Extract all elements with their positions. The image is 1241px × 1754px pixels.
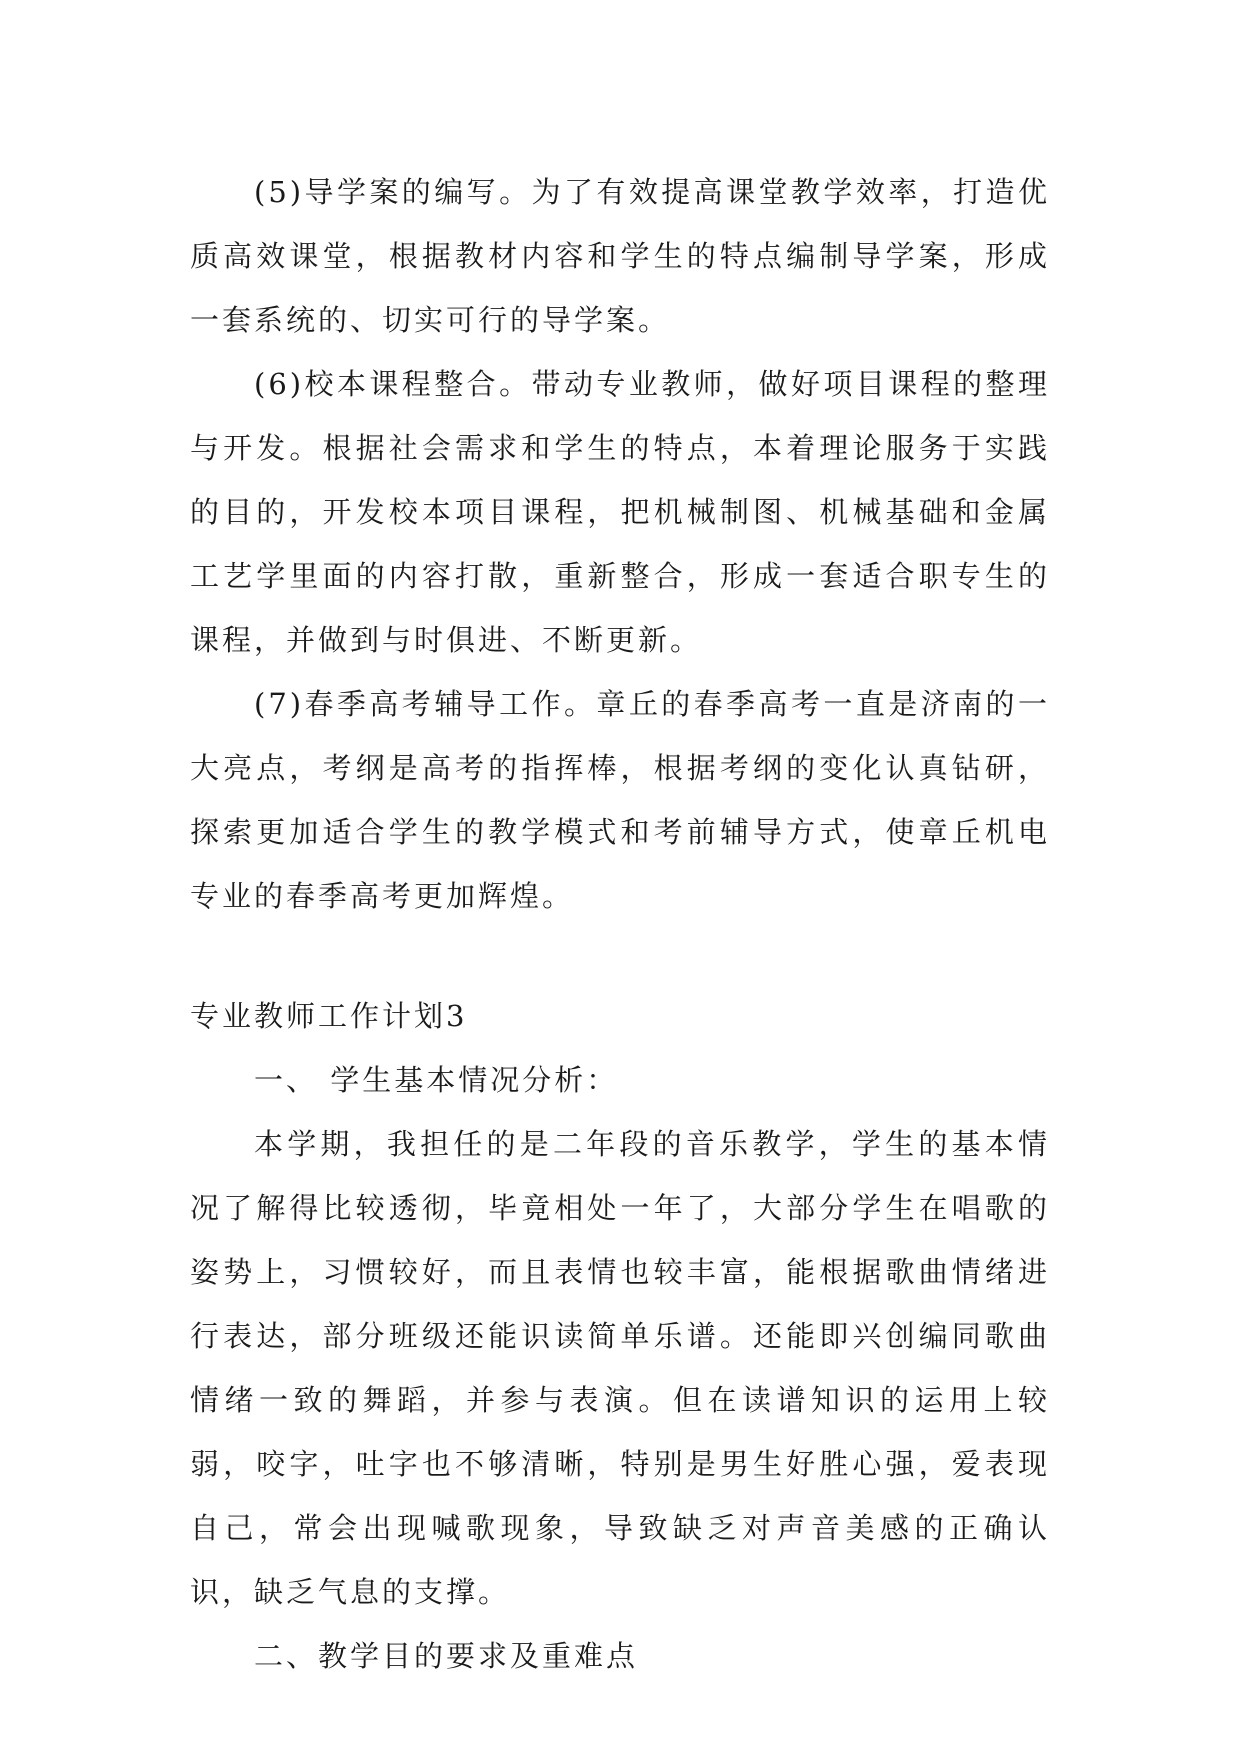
section-title: 专业教师工作计划3 — [190, 999, 468, 1033]
paragraph-school-curriculum: (6)校本课程整合。带动专业教师，做好项目课程的整理与开发。根据社会需求和学生的特点，本着理论服务于实践的目的，开发校本项目课程，把机械制图、机械基础和金属工艺学里面的内容打散，重新整合，形成一套适合职专生的课程，并做到与时俱进、不断更新。 — [190, 367, 1050, 657]
paragraph-guide-plan: (5)导学案的编写。为了有效提高课堂教学效率，打造优质高效课堂，根据教材内容和学生的特点编制导学案，形成一套系统的、切实可行的导学案。 — [190, 175, 1050, 337]
document-body — [190, 160, 1050, 1688]
subheading-student-analysis: 一、 学生基本情况分析： — [254, 1063, 619, 1097]
subheading-teaching-goals: 二、教学目的要求及重难点 — [254, 1639, 639, 1673]
paragraph-spring-exam: (7)春季高考辅导工作。章丘的春季高考一直是济南的一大亮点，考纲是高考的指挥棒，根据考纲的变化认真钻研，探索更加适合学生的教学模式和考前辅导方式，使章丘机电专业的春季高考更加辉煌。 — [190, 687, 1050, 913]
section-spacer — [190, 928, 1050, 984]
paragraph-student-situation: 本学期，我担任的是二年段的音乐教学，学生的基本情况了解得比较透彻，毕竟相处一年了，大部分学生在唱歌的姿势上，习惯较好，而且表情也较丰富，能根据歌曲情绪进行表达，部分班级还能识读简单乐谱。还能即兴创编同歌曲情绪一致的舞蹈，并参与表演。但在读谱知识的运用上较弱，咬字，吐字也不够清晰，特别是男生好胜心强，爱表现自己，常会出现喊歌现象，导致缺乏对声音美感的正确认识，缺乏气息的支撑。 — [190, 1127, 1050, 1609]
